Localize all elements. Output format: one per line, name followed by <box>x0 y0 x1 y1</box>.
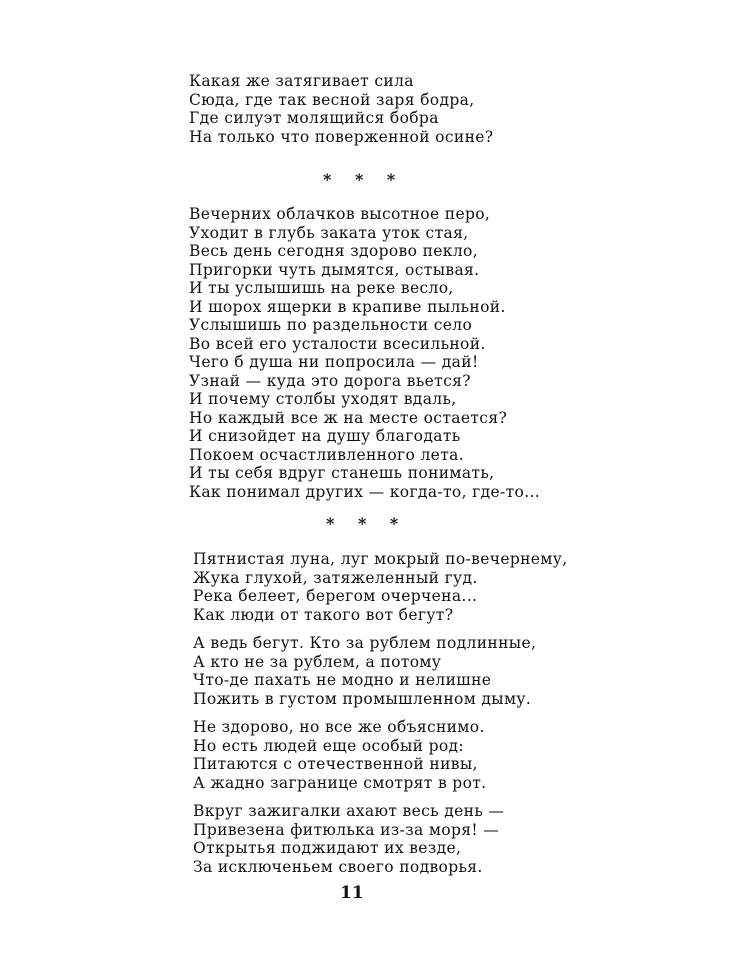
poem-line: И снизойдет на душу благодать <box>189 427 461 445</box>
poem-line: Как люди от такого вот бегут? <box>193 605 454 624</box>
poem-line: На только что поверженной осине? <box>189 127 494 146</box>
poem-line: Где силуэт молящийся бобра <box>189 109 439 127</box>
poem-line: И шорох ящерки в крапиве пыльной. <box>189 297 506 316</box>
poem-line: Что-де пахать не модно и нелишне <box>193 671 492 689</box>
poem-line: Покоем осчастливленного лета. <box>189 445 464 464</box>
poem-line: Чего б душа ни попросила — дай! <box>189 353 479 371</box>
poem-line: Услышишь по раздельности село <box>189 316 473 334</box>
poem-line: Весь день сегодня здорово пекло, <box>189 242 478 260</box>
poem-line: Пригорки чуть дымятся, остывая. <box>189 260 480 279</box>
poem-line: И ты услышишь на реке весло, <box>189 279 454 297</box>
poem-line: Не здорово, но все же объяснимо. <box>193 718 485 736</box>
poem-stanza <box>189 72 493 146</box>
poem-stanza <box>193 550 567 624</box>
poem-line: И ты себя вдруг станешь понимать, <box>189 464 495 482</box>
poem-line: Привезена фитюлька из-за моря! — <box>193 820 500 839</box>
section-separator: * * * <box>326 514 408 533</box>
poem-line: Вкруг зажигалки ахают весь день — <box>193 802 505 820</box>
poem-line: За исключеньем своего подворья. <box>193 857 483 876</box>
poem-line: Какая же затягивает сила <box>189 72 414 90</box>
poem-line: А жадно загранице смотрят в рот. <box>193 773 487 792</box>
poem-stanza <box>193 718 486 792</box>
poem-stanza <box>193 802 504 876</box>
poem-line: Питаются с отечественной нивы, <box>193 755 478 773</box>
poem-line: Узнай — куда это дорога вьется? <box>189 371 471 390</box>
poem-line: Как понимал других — когда-то, где-то... <box>189 482 541 501</box>
poem-line: Сюда, где так весной заря бодра, <box>189 90 475 109</box>
poem-line: Но каждый все ж на месте остается? <box>189 408 508 427</box>
poem-line: И почему столбы уходят вдаль, <box>189 390 457 408</box>
poem-line: Река белеет, берегом очерчена... <box>193 587 478 605</box>
page-number: 11 <box>340 883 364 903</box>
poem-line: Пожить в густом промышленном дыму. <box>193 689 532 708</box>
poem-line: Вечерних облачков высотное перо, <box>189 205 491 223</box>
poem-line: Пятнистая луна, луг мокрый по-вечернему, <box>193 550 568 568</box>
poem-stanza <box>193 634 536 708</box>
poem-line: Во всей его усталости всесильной. <box>189 334 486 353</box>
poem-stanza <box>189 205 540 501</box>
poem-line: Открытья поджидают их везде, <box>193 839 462 857</box>
poem-line: Жука глухой, затяжеленный гуд. <box>193 568 478 587</box>
section-separator: * * * <box>323 170 405 189</box>
poem-line: А кто не за рублем, а потому <box>193 652 442 671</box>
poem-line: Но есть людей еще особый род: <box>193 736 465 755</box>
poem-line: А ведь бегут. Кто за рублем подлинные, <box>193 634 537 652</box>
poem-line: Уходит в глубь заката уток стая, <box>189 223 469 242</box>
